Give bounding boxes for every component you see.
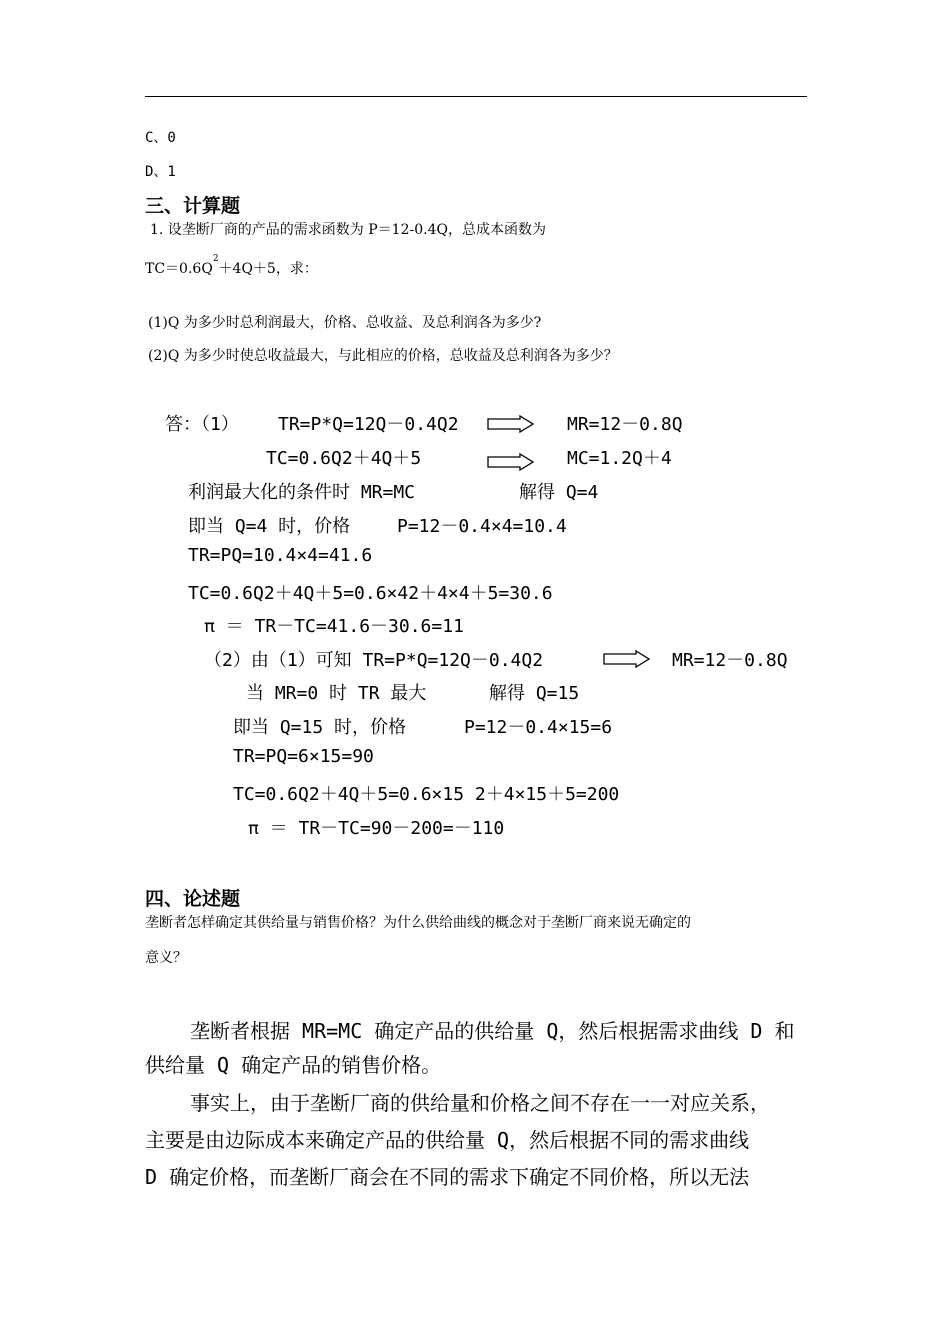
answer-2-mr: MR=12－0.8Q	[672, 650, 788, 671]
implies-arrow-icon	[603, 650, 651, 668]
answer-1-condition: 利润最大化的条件时 MR=MC	[188, 482, 416, 503]
answer-1-price-label: 即当 Q=4 时，价格	[188, 516, 351, 537]
answer-1-solve: 解得 Q=4	[519, 482, 599, 503]
essay-question-line-1: 垄断者怎样确定其供给量与销售价格？为什么供给曲线的概念对于垄断厂商来说无确定的	[145, 915, 691, 931]
section-3-title: 三、计算题	[145, 195, 241, 217]
question-1-sub-2: (2)Q 为多少时使总收益最大，与此相应的价格，总收益及总利润各为多少？	[148, 348, 618, 364]
answer-1-tr-value: TR=PQ=10.4×4=41.6	[188, 545, 373, 566]
essay-answer-p1-line-1: 垄断者根据 MR=MC 确定产品的供给量 Q，然后根据需求曲线 D 和	[190, 1019, 795, 1043]
header-rule	[145, 96, 807, 97]
implies-arrow-icon	[487, 415, 535, 433]
question-1-line-1: 1. 设垄断厂商的产品的需求函数为 P＝12-0.4Q，总成本函数为	[150, 222, 546, 238]
answer-1-profit: π ＝ TR－TC=41.6－30.6=11	[204, 616, 464, 637]
answer-2-tr-value: TR=PQ=6×15=90	[233, 746, 374, 767]
answer-2-solve: 解得 Q=15	[489, 683, 580, 704]
answer-2-label: （2）由（1）可知 TR=P*Q=12Q－0.4Q2	[204, 650, 544, 671]
option-c: C、0	[145, 130, 176, 146]
answer-1-price: P=12－0.4×4=10.4	[397, 516, 567, 537]
essay-answer-p2-line-2: 主要是由边际成本来确定产品的供给量 Q，然后根据不同的需求曲线	[145, 1128, 750, 1152]
question-1-sub-1: (1)Q 为多少时总利润最大，价格、总收益、及总利润各为多少?	[148, 315, 542, 331]
answer-1-tc: TC=0.6Q2＋4Q＋5	[266, 448, 422, 469]
answer-1-tr: TR=P*Q=12Q－0.4Q2	[278, 414, 459, 435]
implies-arrow-icon	[487, 453, 535, 471]
answer-1-label: 答：（1）	[165, 414, 239, 435]
answer-2-price-label: 即当 Q=15 时，价格	[233, 717, 407, 738]
answer-2-profit: π ＝ TR－TC=90－200=－110	[248, 818, 505, 839]
answer-1-tc-value: TC=0.6Q2＋4Q＋5=0.6×42＋4×4＋5=30.6	[188, 583, 553, 604]
essay-answer-p2-line-1: 事实上，由于垄断厂商的供给量和价格之间不存在一一对应关系，	[190, 1091, 770, 1115]
answer-2-price: P=12－0.4×15=6	[464, 717, 613, 738]
answer-2-tc-value: TC=0.6Q2＋4Q＋5=0.6×15 2＋4×15＋5=200	[233, 784, 620, 805]
answer-1-mc: MC=1.2Q＋4	[567, 448, 672, 469]
essay-answer-p1-line-2: 供给量 Q 确定产品的销售价格。	[145, 1053, 442, 1077]
answer-1-mr: MR=12－0.8Q	[567, 414, 683, 435]
question-1-line-2: $TC=0.6Q^2+4Q+5$，求：	[145, 254, 318, 277]
answer-2-condition: 当 MR=0 时 TR 最大	[246, 683, 427, 704]
essay-question-line-2: 意义？	[145, 950, 187, 966]
section-4-title: 四、论述题	[145, 888, 241, 910]
essay-answer-p2-line-3: D 确定价格，而垄断厂商会在不同的需求下确定不同价格，所以无法	[145, 1165, 750, 1189]
option-d: D、1	[145, 164, 176, 180]
